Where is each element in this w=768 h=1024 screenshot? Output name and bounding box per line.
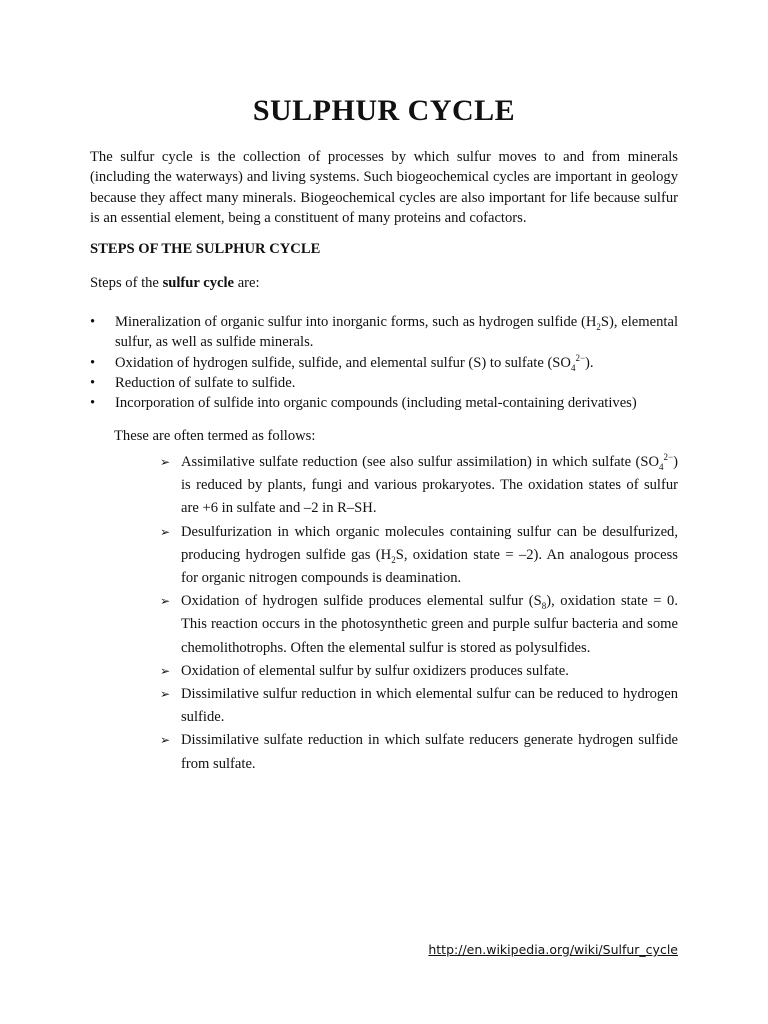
bullet-text: S), elemental sulfur, as well as sulfide minerals.	[115, 314, 678, 351]
arrow-text: Oxidation of hydrogen sulfide produces elemental sulfur (S	[181, 593, 542, 610]
arrow-text: Desulfurization in which organic molecules containing sulfur can be desulfurized, producing hydrogen sulfide gas (H	[181, 523, 678, 563]
arrow-item	[160, 590, 678, 660]
intro-paragraph: The sulfur cycle is the collection of processes by which sulfur moves to and from minerals (including the waterways) and living systems. Such biogeochemical cycles are important in geology because they affect many minerals. Biogeochemical cycles are also important for life because sulfur is an essential element, being a constituent of many proteins and cofactors.	[90, 149, 678, 226]
source-link[interactable]: http://en.wikipedia.org/wiki/Sulfur_cycle	[428, 942, 678, 957]
arrow-item	[160, 683, 678, 729]
arrow-text: ), oxidation state = 0. This reaction occurs in the photosynthetic green and purple sulfur bacteria and some chemolithotrophs. Often the elemental sulfur is stored as polysulfides.	[181, 593, 678, 656]
arrow-text: Dissimilative sulfur reduction in which elemental sulfur can be reduced to hydrogen sulfide.	[181, 686, 678, 726]
bullet-item	[90, 312, 678, 353]
arrow-item	[160, 729, 678, 775]
bullet-text: Oxidation of hydrogen sulfide, sulfide, and elemental sulfur (S) to sulfate (SO	[115, 354, 571, 371]
bullet-icon: •	[90, 354, 96, 371]
arrow-text: Assimilative sulfate reduction (see also sulfur assimilation) in which sulfate (SO	[181, 454, 660, 470]
steps-intro-before: Steps of the	[90, 275, 163, 291]
arrow-bullet-icon: ➢	[160, 594, 171, 609]
subscript: 8	[541, 601, 547, 612]
bullet-text: Mineralization of organic sulfur into inorganic forms, such as hydrogen sulfide (H	[115, 314, 597, 330]
termed-intro: These are often termed as follows:	[114, 428, 316, 444]
bullet-text: Incorporation of sulfide into organic compounds (including metal-containing derivatives)	[115, 395, 637, 412]
arrow-bullet-icon: ➢	[160, 663, 171, 678]
bullet-icon: •	[90, 395, 96, 412]
bullet-item	[90, 393, 678, 413]
arrow-text: Oxidation of elemental sulfur by sulfur oxidizers produces sulfate.	[181, 662, 569, 679]
subscript: 4	[570, 362, 576, 373]
superscript: 2−	[575, 352, 586, 363]
bullet-text: Reduction of sulfate to sulfide.	[115, 374, 296, 391]
section-heading: STEPS OF THE SULPHUR CYCLE	[90, 241, 321, 257]
steps-intro-after: are:	[234, 275, 260, 291]
arrow-item	[160, 660, 678, 683]
bullet-text: ).	[585, 354, 594, 371]
steps-intro	[90, 275, 260, 292]
subscript: 2	[391, 554, 396, 565]
arrow-text: Dissimilative sulfate reduction in which sulfate reducers generate hydrogen sulfide from sulfate.	[181, 732, 678, 772]
steps-intro-bold: sulfur cycle	[162, 275, 235, 291]
arrow-bullet-icon: ➢	[160, 687, 171, 702]
bullet-icon: •	[90, 314, 96, 330]
bullet-item	[90, 353, 678, 373]
page-title: SULPHUR CYCLE	[252, 94, 516, 127]
superscript: 2−	[663, 452, 674, 463]
arrow-bullet-icon: ➢	[160, 524, 171, 539]
subscript: 2	[596, 321, 601, 332]
arrow-list	[160, 451, 678, 776]
arrow-bullet-icon: ➢	[160, 455, 171, 469]
arrow-bullet-icon: ➢	[160, 733, 171, 748]
steps-bullet-list	[90, 312, 678, 413]
arrow-text: S, oxidation state = –2). An analogous process for organic nitrogen compounds is deamination.	[181, 546, 678, 587]
arrow-text: ) is reduced by plants, fungi and various prokaryotes. The oxidation states of sulfur are +6 in sulfate and –2 in R–SH.	[181, 454, 678, 517]
arrow-item	[160, 521, 678, 591]
bullet-icon: •	[90, 374, 96, 391]
bullet-item	[90, 373, 678, 393]
arrow-item	[160, 451, 678, 521]
subscript: 4	[659, 461, 664, 472]
